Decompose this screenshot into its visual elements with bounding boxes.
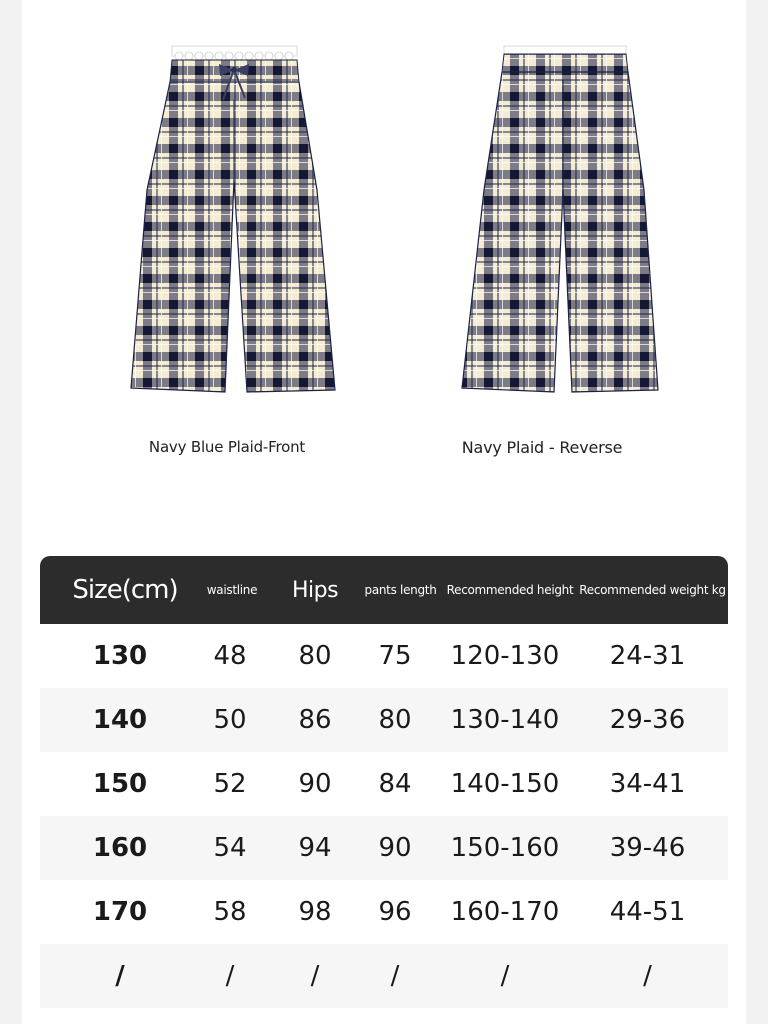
cell-waistline: 54 — [213, 833, 247, 863]
cell-weight: 44-51 — [609, 897, 686, 927]
cell-waistline: / — [225, 961, 235, 991]
cell-height: 160-170 — [450, 897, 560, 927]
product-caption-front: Navy Blue Plaid-Front — [148, 438, 306, 456]
cell-waistline: 50 — [213, 705, 247, 735]
header-recommended-height: Recommended height — [446, 583, 574, 597]
cell-weight: / — [643, 961, 652, 991]
cell-hips: 98 — [298, 897, 332, 927]
product-detail-page — [22, 0, 746, 1024]
cell-pants-length: 90 — [378, 833, 412, 863]
cell-pants-length: 84 — [378, 769, 412, 799]
cell-size: 130 — [92, 641, 148, 671]
cell-weight: 24-31 — [609, 641, 686, 671]
cell-size: 150 — [92, 769, 148, 799]
cell-height: / — [500, 961, 510, 991]
cell-hips: 90 — [298, 769, 332, 799]
cell-size: 160 — [92, 833, 148, 863]
cell-hips: 94 — [298, 833, 332, 863]
cell-waistline: 58 — [213, 897, 247, 927]
plaid-pants-back-image — [432, 40, 662, 410]
cell-height: 120-130 — [450, 641, 560, 671]
cell-pants-length: 96 — [378, 897, 412, 927]
cell-size: 140 — [92, 705, 148, 735]
cell-waistline: 52 — [213, 769, 247, 799]
size-chart-header — [40, 556, 728, 624]
cell-height: 150-160 — [450, 833, 560, 863]
cell-hips: 80 — [298, 641, 332, 671]
cell-height: 140-150 — [450, 769, 560, 799]
cell-weight: 39-46 — [609, 833, 686, 863]
header-waistline: waistline — [206, 583, 258, 597]
cell-pants-length: / — [390, 961, 400, 991]
plaid-pants-front-image — [117, 40, 347, 410]
cell-height: 130-140 — [450, 705, 560, 735]
table-row — [40, 944, 728, 1008]
cell-size: / — [115, 961, 125, 991]
header-recommended-weight: Recommended weight kg — [579, 583, 726, 597]
cell-waistline: 48 — [213, 641, 247, 671]
header-hips: Hips — [291, 577, 339, 603]
cell-pants-length: 75 — [378, 641, 412, 671]
table-row — [40, 688, 728, 752]
table-row — [40, 624, 728, 688]
table-row — [40, 816, 728, 880]
cell-weight: 29-36 — [609, 705, 686, 735]
cell-hips: / — [310, 961, 320, 991]
table-row — [40, 752, 728, 816]
cell-hips: 86 — [298, 705, 332, 735]
cell-pants-length: 80 — [378, 705, 412, 735]
header-size: Size(cm) — [72, 575, 178, 605]
table-row — [40, 880, 728, 944]
product-caption-back: Navy Plaid - Reverse — [461, 438, 623, 457]
header-pants-length: pants length — [364, 583, 437, 597]
product-front-view — [77, 40, 377, 480]
cell-size: 170 — [92, 897, 148, 927]
cell-weight: 34-41 — [609, 769, 686, 799]
product-back-view — [392, 40, 692, 480]
product-images-section — [22, 0, 746, 540]
size-chart-table — [40, 556, 728, 1008]
